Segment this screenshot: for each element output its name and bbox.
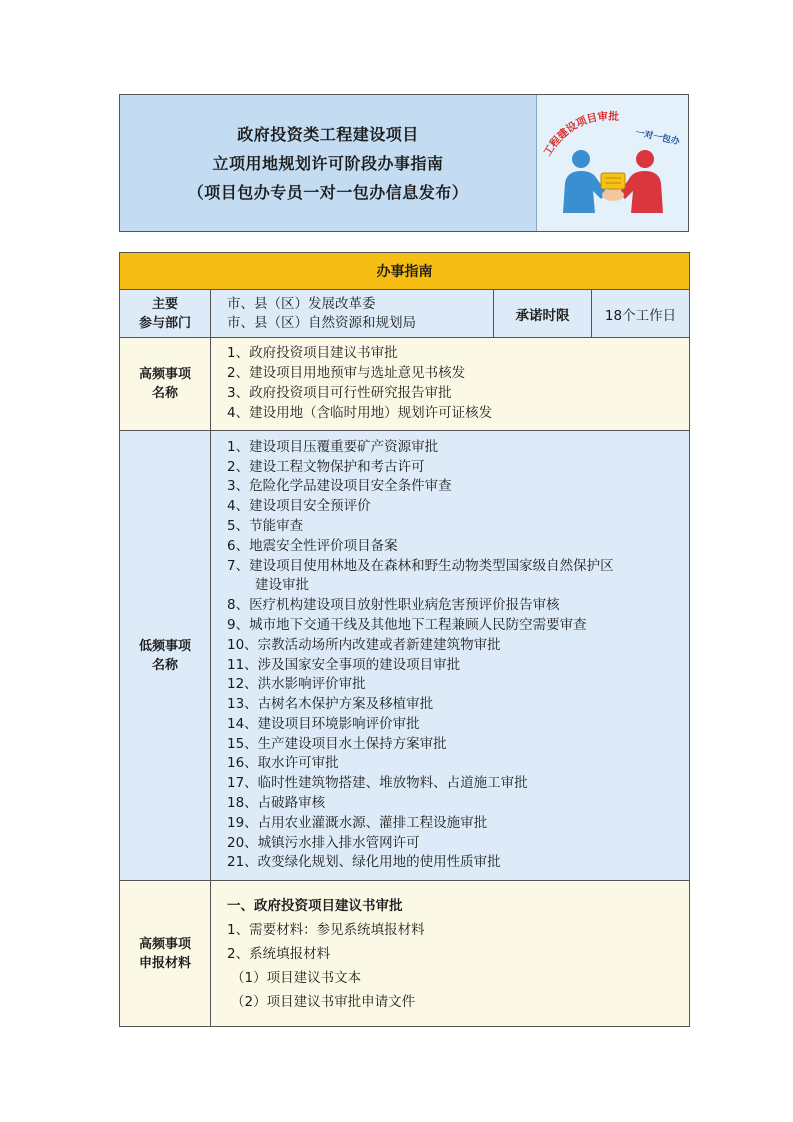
logo-side-text: 一对一包办: [634, 128, 681, 148]
high-freq-label: [120, 338, 211, 431]
list-item-continuation: 建设审批: [255, 577, 309, 594]
dept-label: [120, 290, 211, 338]
high-label-line-1: 高频事项: [138, 367, 191, 382]
high-label-line-2: 名称: [151, 386, 178, 401]
commit-value: 18个工作日: [592, 290, 690, 338]
list-item: 1、政府投资项目建议书审批: [227, 345, 398, 362]
materials-line: 2、系统填报材料: [227, 945, 331, 962]
department-item: 市、县（区）发展改革委: [227, 295, 376, 312]
list-item: 2、建设工程文物保护和考古许可: [227, 458, 425, 475]
logo-arc-textpath: 工程建设项目审批: [541, 110, 620, 159]
materials-sub-item: （1）项目建议书文本: [231, 969, 362, 986]
list-item: 6、地震安全性评价项目备案: [227, 537, 398, 554]
list-item: 12、洪水影响评价审批: [227, 676, 366, 693]
materials-heading: 一、政府投资项目建议书审批: [227, 897, 403, 914]
guide-table: [119, 252, 690, 1027]
header-title: [120, 95, 537, 231]
list-item: 11、涉及国家安全事项的建设项目审批: [227, 656, 461, 673]
department-item: 市、县（区）自然资源和规划局: [227, 314, 416, 331]
list-item: 17、临时性建筑物搭建、堆放物料、占道施工审批: [227, 775, 528, 792]
list-item: 1、建设项目压覆重要矿产资源审批: [227, 438, 439, 455]
list-item: 14、建设项目环境影响评价审批: [227, 715, 420, 732]
list-item: 8、医疗机构建设项目放射性职业病危害预评价报告审核: [227, 597, 560, 614]
list-item: 21、改变绿化规划、绿化用地的使用性质审批: [227, 854, 501, 871]
materials-label: [120, 881, 211, 1027]
materials-label-line-1: 高频事项: [138, 936, 191, 952]
dept-label-line-1: 主要: [151, 296, 178, 312]
list-item: 7、建设项目使用林地及在森林和野生动物类型国家级自然保护区: [227, 557, 614, 574]
list-item: 16、取水许可审批: [227, 755, 339, 772]
list-item: 15、生产建设项目水土保持方案审批: [227, 735, 447, 752]
dept-label-line-2: 参与部门: [138, 315, 191, 331]
list-item: 10、宗教活动场所内改建或者新建建筑物审批: [227, 636, 501, 653]
low-freq-list: [211, 431, 690, 881]
high-freq-list: [211, 338, 690, 431]
materials-line: 1、需要材料：参见系统填报材料: [227, 921, 425, 938]
low-label-line-2: 名称: [151, 657, 178, 673]
list-item: 18、占破路审核: [227, 795, 326, 812]
list-item: 2、建设项目用地预审与选址意见书核发: [227, 365, 466, 382]
low-freq-label: [120, 431, 211, 881]
title-line-2: 立项用地规划许可阶段办事指南: [212, 153, 444, 173]
list-item: 13、古树名木保护方案及移植审批: [227, 696, 434, 713]
header-logo: [537, 95, 688, 231]
materials-sub-item: （2）项目建议书审批申请文件: [231, 993, 416, 1010]
title-line-3: （项目包办专员一对一包办信息发布）: [187, 182, 469, 202]
handshake-logo-icon: [537, 95, 689, 231]
materials-list: [211, 881, 690, 1027]
list-item: 3、政府投资项目可行性研究报告审批: [227, 385, 452, 401]
list-item: 9、城市地下交通干线及其他地下工程兼顾人民防空需要审查: [227, 616, 587, 633]
title-line-1: 政府投资类工程建设项目: [237, 124, 419, 144]
header-banner: [119, 94, 689, 232]
list-item: 20、城镇污水排入排水管网许可: [227, 834, 420, 851]
low-label-line-1: 低频事项: [138, 638, 191, 654]
guide-title: 办事指南: [120, 253, 690, 290]
list-item: 4、建设项目安全预评价: [227, 498, 371, 515]
list-item: 19、占用农业灌溉水源、灌排工程设施审批: [227, 814, 488, 831]
departments-cell: [211, 290, 494, 338]
list-item: 4、建设用地（含临时用地）规划许可证核发: [227, 404, 493, 421]
materials-label-line-2: 申报材料: [138, 955, 191, 971]
commit-label: 承诺时限: [494, 290, 592, 338]
list-item: 5、节能审查: [227, 517, 304, 534]
list-item: 3、危险化学品建设项目安全条件审查: [227, 478, 452, 495]
